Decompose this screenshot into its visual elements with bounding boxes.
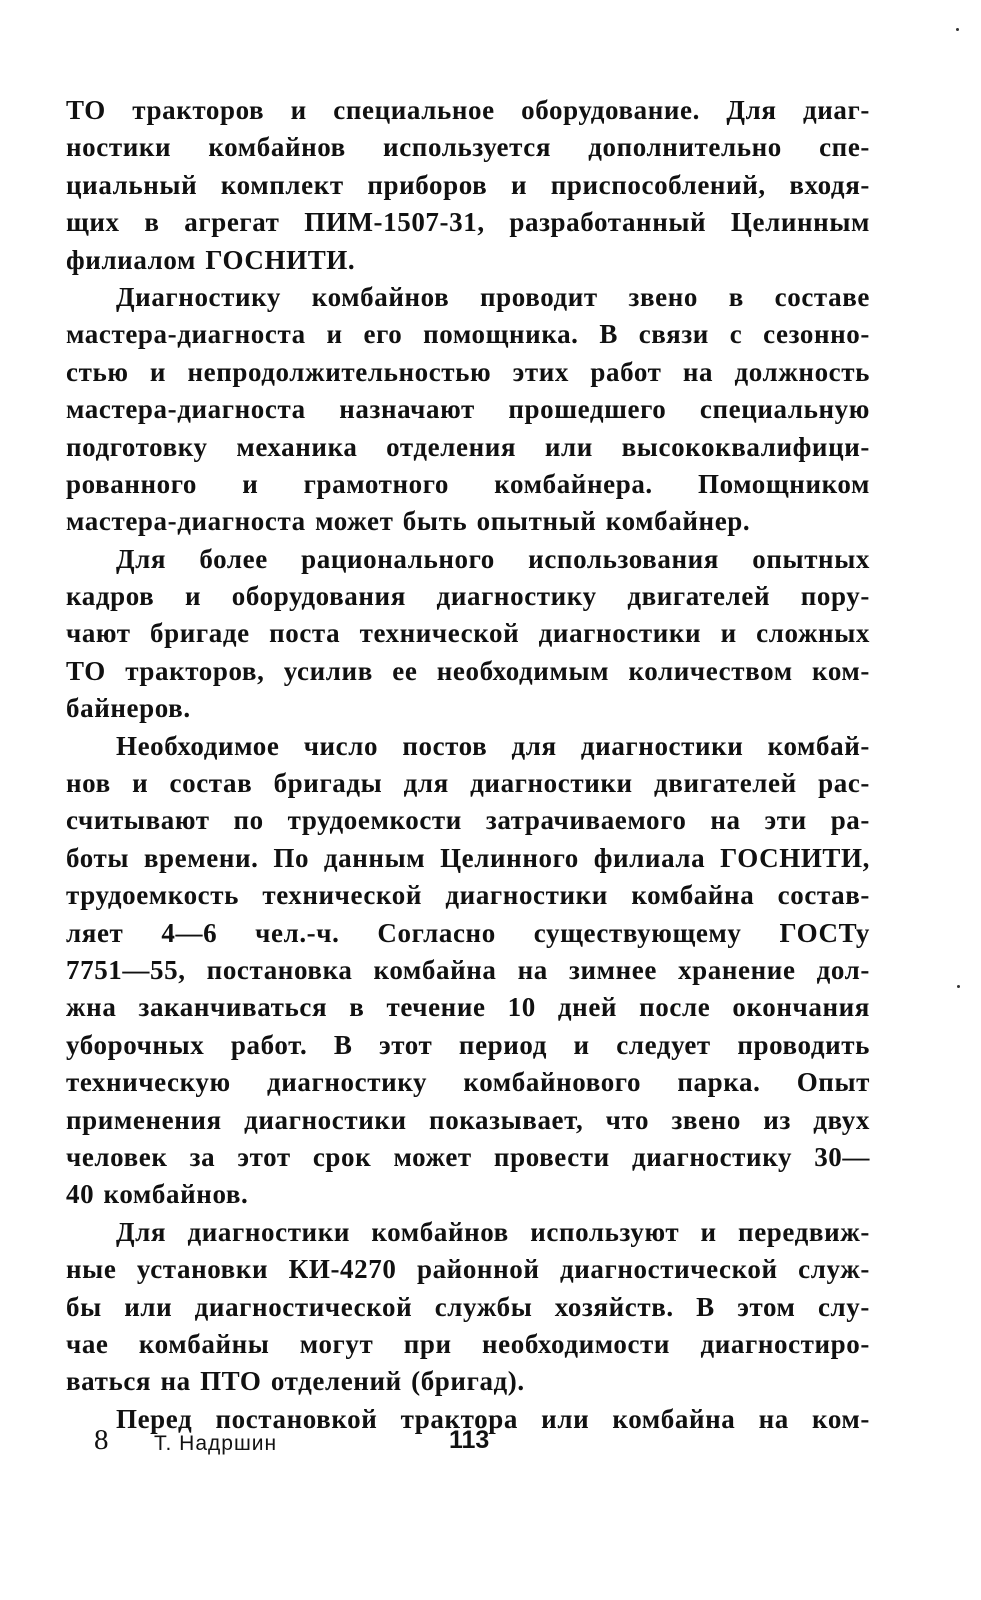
text-line: стью и непродолжительностью этих работ на должность bbox=[66, 356, 870, 387]
scan-speck bbox=[956, 28, 959, 31]
text-line: ные установки КИ-4270 районной диагностической служ- bbox=[66, 1254, 870, 1285]
text-line: ТО тракторов, усилив ее необходимым количеством ком- bbox=[66, 655, 870, 686]
text-line: филиалом ГОСНИТИ. bbox=[66, 244, 356, 275]
signature-name: Т. Надршин bbox=[154, 1432, 278, 1455]
text-line: техническую диагностику комбайнового парка. Опыт bbox=[66, 1067, 870, 1098]
paragraph bbox=[66, 279, 870, 541]
signature-number: 8 bbox=[94, 1424, 109, 1456]
page-body bbox=[66, 92, 870, 1438]
text-line: байнеров. bbox=[66, 693, 191, 724]
text-line: 40 комбайнов. bbox=[66, 1179, 249, 1210]
text-line: трудоемкость технической диагностики комбайна состав- bbox=[66, 880, 870, 911]
page-number: 113 bbox=[449, 1426, 490, 1454]
text-line: чают бригаде поста технической диагностики и сложных bbox=[66, 618, 870, 649]
scan-speck bbox=[957, 985, 960, 988]
text-line: мастера-диагноста назначают прошедшего специальную bbox=[66, 394, 870, 425]
text-line: мастера-диагноста может быть опытный комбайнер. bbox=[66, 506, 751, 537]
page-footer bbox=[94, 1424, 514, 1464]
text-line: уборочных работ. В этот период и следует проводить bbox=[66, 1029, 870, 1060]
text-line: чае комбайны могут при необходимости диагностиро- bbox=[66, 1328, 870, 1359]
text-line: бы или диагностической службы хозяйств. В этом слу- bbox=[66, 1291, 870, 1322]
text-line: Для диагностики комбайнов используют и передвиж- bbox=[116, 1216, 870, 1247]
text-line: боты времени. По данным Целинного филиала ГОСНИТИ, bbox=[66, 842, 870, 873]
text-line: считывают по трудоемкости затрачиваемого на эти ра- bbox=[66, 805, 870, 836]
text-line: Перед постановкой трактора или комбайна на ком- bbox=[116, 1403, 870, 1434]
text-line: жна заканчиваться в течение 10 дней после окончания bbox=[66, 992, 870, 1023]
text-line: применения диагностики показывает, что звено из двух bbox=[66, 1104, 870, 1135]
paragraph bbox=[66, 728, 870, 1214]
text-line: человек за этот срок может провести диагностику 30— bbox=[66, 1141, 870, 1172]
text-line: подготовку механика отделения или высококвалифици- bbox=[66, 431, 870, 462]
text-line: ваться на ПТО отделений (бригад). bbox=[66, 1366, 525, 1397]
text-line: Для более рационального использования опытных bbox=[116, 543, 870, 574]
text-line: 7751—55, постановка комбайна на зимнее хранение дол- bbox=[66, 954, 870, 985]
text-line: циальный комплект приборов и приспособлений, входя- bbox=[66, 169, 870, 200]
paragraph bbox=[66, 1214, 870, 1401]
text-line: кадров и оборудования диагностику двигателей пору- bbox=[66, 581, 870, 612]
text-line: рованного и грамотного комбайнера. Помощником bbox=[66, 468, 870, 499]
text-line: Диагностику комбайнов проводит звено в составе bbox=[116, 281, 870, 312]
text-line: Необходимое число постов для диагностики комбай- bbox=[116, 730, 870, 761]
text-line: мастера-диагноста и его помощника. В связи с сезонно- bbox=[66, 319, 870, 350]
paragraph bbox=[66, 541, 870, 728]
text-line: ностики комбайнов используется дополнительно спе- bbox=[66, 132, 870, 163]
text-line: щих в агрегат ПИМ-1507-31, разработанный Целинным bbox=[66, 207, 870, 238]
text-line: ТО тракторов и специальное оборудование. Для диаг- bbox=[66, 95, 870, 125]
text-line: нов и состав бригады для диагностики двигателей рас- bbox=[66, 768, 870, 799]
text-line: ляет 4—6 чел.-ч. Согласно существующему ГОСТу bbox=[66, 917, 870, 948]
paragraph bbox=[66, 92, 870, 279]
